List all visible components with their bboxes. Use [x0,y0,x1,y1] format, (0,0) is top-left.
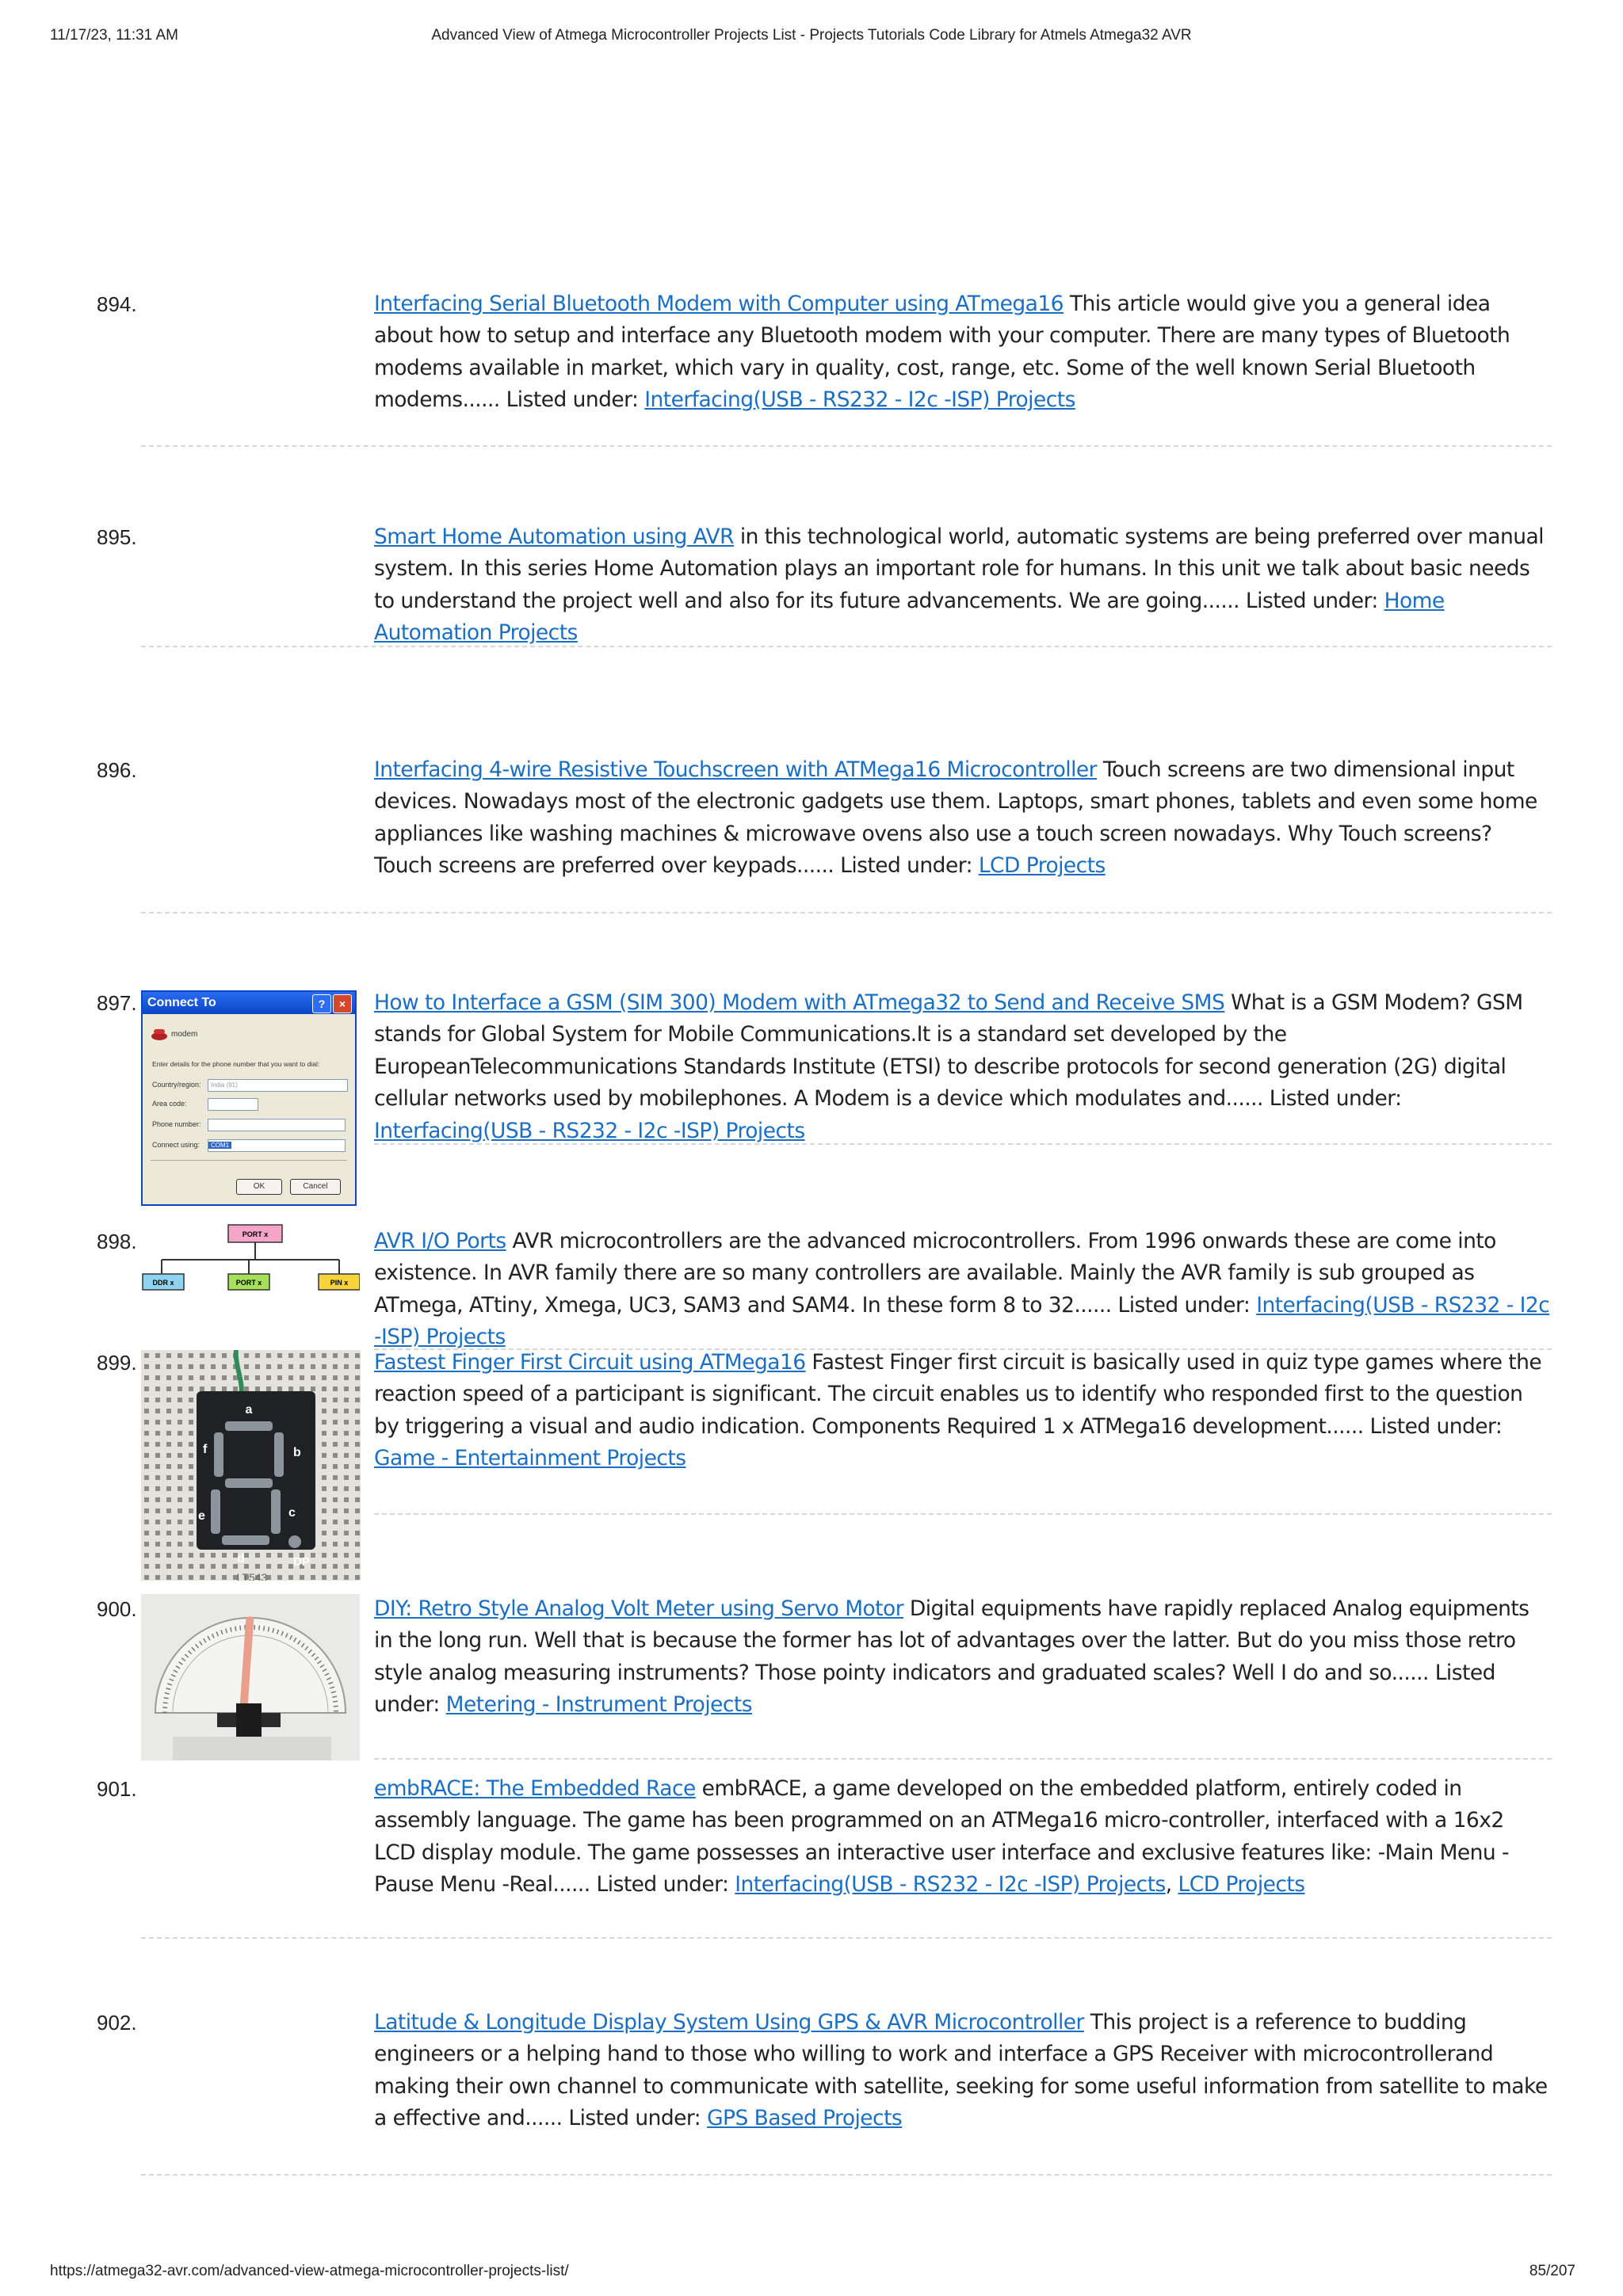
dialog-titlebar [143,992,355,1014]
category-link[interactable]: Interfacing(USB - RS232 - I2c -ISP) Projects [644,387,1075,413]
pin-label: PIN x [330,1279,349,1287]
category-link[interactable]: Interfacing(USB - RS232 - I2c -ISP) Projects [374,1292,1550,1350]
seg-label-g: g [245,1455,253,1469]
listed-under-label: Listed under: [1245,588,1378,613]
port-out-label: PORT x [235,1279,262,1287]
seg-label-dp: DP [293,1555,310,1569]
seg-label-a: a [245,1403,253,1417]
entry-text: This project is a reference to budding engineers or a helping hand to those who willing to work and interface a GPS Receiver with microcontrollerand making their own channel to communicate with satellite, seeking for some useful information from satellite to make a effective and...... [374,2010,1548,2131]
entry-number: 900. [97,1597,137,1621]
print-datetime: 11/17/23, 11:31 AM [50,27,178,44]
seven-segment-photo [141,1350,361,1581]
volt-meter-photo [141,1594,360,1760]
entry-divider [141,445,1552,447]
ddr-label: DDR x [152,1279,174,1287]
entry-description [374,1593,1551,1722]
page-title: Advanced View of Atmega Microcontroller Projects List - Projects Tutorials Code Library for Atmels Atmega32 AVR [431,27,1192,44]
dialog-prompt: Enter details for the phone number that you want to dial: [152,1060,320,1068]
area-code-label: Area code: [152,1100,187,1108]
listed-under-label: Listed under: [374,1660,1495,1718]
entry-description [374,521,1551,650]
entry-description [374,1226,1551,1354]
entry-text: This article would give you a general idea about how to setup and interface any Bluetooth modem with your computer. There are many types of Bluetooth modems available in market, which vary in quality, cost, range, etc. Some of the well known Serial Bluetooth modems...... [374,292,1510,413]
connect-using-select [208,1139,346,1152]
ok-button: OK [236,1179,282,1195]
category-link[interactable]: LCD Projects [1178,1872,1305,1897]
entry-title-link[interactable]: DIY: Retro Style Analog Volt Meter using Servo Motor [374,1596,904,1621]
category-link[interactable]: Interfacing(USB - RS232 - I2c -ISP) Projects [374,1118,805,1143]
area-code-field [208,1098,258,1111]
entry-description [374,754,1551,883]
part-number: LT543 [236,1571,268,1581]
listed-under-label: Listed under: [1117,1292,1251,1318]
connection-name: modem [171,1030,198,1039]
entry-number: 895. [97,525,137,549]
cancel-button: Cancel [290,1179,341,1195]
thumbnail-port-diagram[interactable] [141,1223,360,1298]
entry-divider [374,1513,1552,1515]
entry-number: 902. [97,2011,137,2035]
entry-text: Fastest Finger first circuit is basically used in quiz type games where the reaction speed of a participant is significant. The circuit enables us to identify who responded first to the question by triggering a visual and audio indication. Components Required 1 x ATMega16 development...... [374,1350,1542,1439]
seg-label-d: d [237,1552,245,1566]
listed-under-label: Listed under: [596,1872,729,1897]
entry-text: What is a GSM Modem? GSM stands for Global System for Mobile Communications.It is a standard set developed by the EuropeanTelecommunications Standards Institute (ETSI) to describe protocols for second generation (2G) digital cellular networks used by mobilephones. A Modem is a device which modulates and...... [374,990,1523,1112]
dialog-title: Connect To [147,996,216,1009]
close-icon: × [333,994,352,1013]
connect-to-dialog [141,990,357,1206]
port-label: PORT x [242,1230,269,1238]
entry-title-link[interactable]: Fastest Finger First Circuit using ATMega16 [374,1350,806,1375]
entry-divider [374,1143,1552,1145]
entry-number: 898. [97,1230,137,1253]
entry-title-link[interactable]: Latitude & Longitude Display System Using GPS & AVR Microcontroller [374,2010,1084,2035]
help-icon: ? [312,994,331,1013]
entry-description [374,1347,1551,1475]
connect-using-label: Connect using: [152,1141,200,1149]
entry-description [374,987,1551,1147]
entry-text: embRACE, a game developed on the embedded platform, entirely coded in assembly language. The game has been programmed on an ATMega16 micro-controller, interfaced with a 16x2 LCD display module. The game possesses an interactive user interface and exclusive features like: -Main Menu -Pause Menu -Real...... [374,1776,1510,1897]
seg-label-e: e [198,1509,205,1523]
country-label: Country/region: [152,1081,201,1089]
country-field: India (91) [208,1079,348,1092]
entry-title-link[interactable]: embRACE: The Embedded Race [374,1776,696,1801]
entry-divider [141,646,1552,647]
entry-title-link[interactable]: Interfacing Serial Bluetooth Modem with Computer using ATmega16 [374,292,1064,316]
listed-under-label: Listed under: [506,387,639,413]
entry-text: AVR microcontrollers are the advanced microcontrollers. From 1996 onwards these are come into existence. In AVR family there are so many controllers are available. Mainly the AVR family is sub grouped as ATmega, ATtiny, Xmega, UC3, SAM3 and SAM4. In these form 8 to 32...... [374,1229,1496,1318]
category-link[interactable]: GPS Based Projects [707,2106,903,2131]
port-diagram [141,1223,360,1298]
page-url: https://atmega32-avr.com/advanced-view-atmega-microcontroller-projects-list/ [50,2263,569,2279]
connect-using-value: COM1 [208,1142,231,1149]
listed-under-label: Listed under: [1369,1413,1503,1439]
category-link[interactable]: Interfacing(USB - RS232 - I2c -ISP) Projects [735,1872,1166,1897]
entry-divider [141,1937,1552,1939]
entry-title-link[interactable]: Smart Home Automation using AVR [374,524,734,549]
page-number: 85/207 [1529,2263,1575,2279]
category-link[interactable]: LCD Projects [978,853,1106,879]
phone-number-field [208,1119,346,1131]
phone-icon [151,1027,166,1039]
entry-description: embRACE: The Embedded Race embRACE, a game developed on the embedded platform, entirely coded in assembly language. The game has been programmed on an ATMega16 micro-controller, interfaced with a 16x2 LCD display module. The game possesses an interactive user interface and exclusive features like: -Main Menu -Pause Menu -Real...... Listed under: Interfacing(USB - RS232 - I2c -ISP) Projects, LCD Projects [374,1776,1510,1897]
seg-label-b: b [293,1446,301,1459]
entry-title-link[interactable]: AVR I/O Ports [374,1229,506,1253]
listed-under-label: Listed under: [840,853,972,879]
entry-divider [141,2174,1552,2176]
entry-text: Touch screens are two dimensional input devices. Nowadays most of the electronic gadgets use them. Laptops, smart phones, tablets and even some home appliances like washing machines & microwave ovens also use a touch screen nowadays. Why Touch screens? Touch screens are preferred over keypads...... [374,757,1537,879]
thumbnail-volt-meter[interactable] [141,1594,360,1760]
dialog-separator [151,1160,347,1161]
entry-title-link[interactable]: Interfacing 4-wire Resistive Touchscreen with ATMega16 Microcontroller [374,757,1097,782]
category-link[interactable]: Game - Entertainment Projects [374,1446,686,1471]
entry-divider [141,912,1552,913]
entry-number: 897. [97,991,137,1015]
entry-number: 894. [97,292,137,316]
thumbnail-connect-dialog[interactable] [141,990,358,1207]
listed-under-label: Listed under: [1269,1086,1402,1112]
entry-number: 901. [97,1777,137,1801]
entry-divider [374,1758,1552,1760]
entry-text: in this technological world, automatic systems are being preferred over manual system. In this series Home Automation plays an important role for humans. In this unit we talk about basic needs to understand the project well and also for its future advancements. We are going...... [374,524,1544,613]
phone-number-label: Phone number: [152,1120,201,1128]
category-link[interactable]: Home Automation Projects [374,588,1445,646]
entry-text: Digital equipments have rapidly replaced Analog equipments in the long run. Well that is because the former has lot of advantages over the latter. But do you miss those retro style analog measuring instruments? Those pointy indicators and graduated scales? Well I do and so...... [374,1596,1529,1685]
seg-label-c: c [288,1506,296,1520]
thumbnail-seven-segment[interactable] [141,1350,361,1581]
category-link[interactable]: Metering - Instrument Projects [445,1692,753,1718]
entry-description [374,2007,1551,2135]
listed-under-label: Listed under: [568,2106,701,2131]
entry-number: 899. [97,1351,137,1375]
seg-label-f: f [203,1443,208,1456]
entry-title-link[interactable]: How to Interface a GSM (SIM 300) Modem with ATmega32 to Send and Receive SMS [374,990,1225,1015]
entry-number: 896. [97,758,137,782]
entry-description [374,288,1551,417]
